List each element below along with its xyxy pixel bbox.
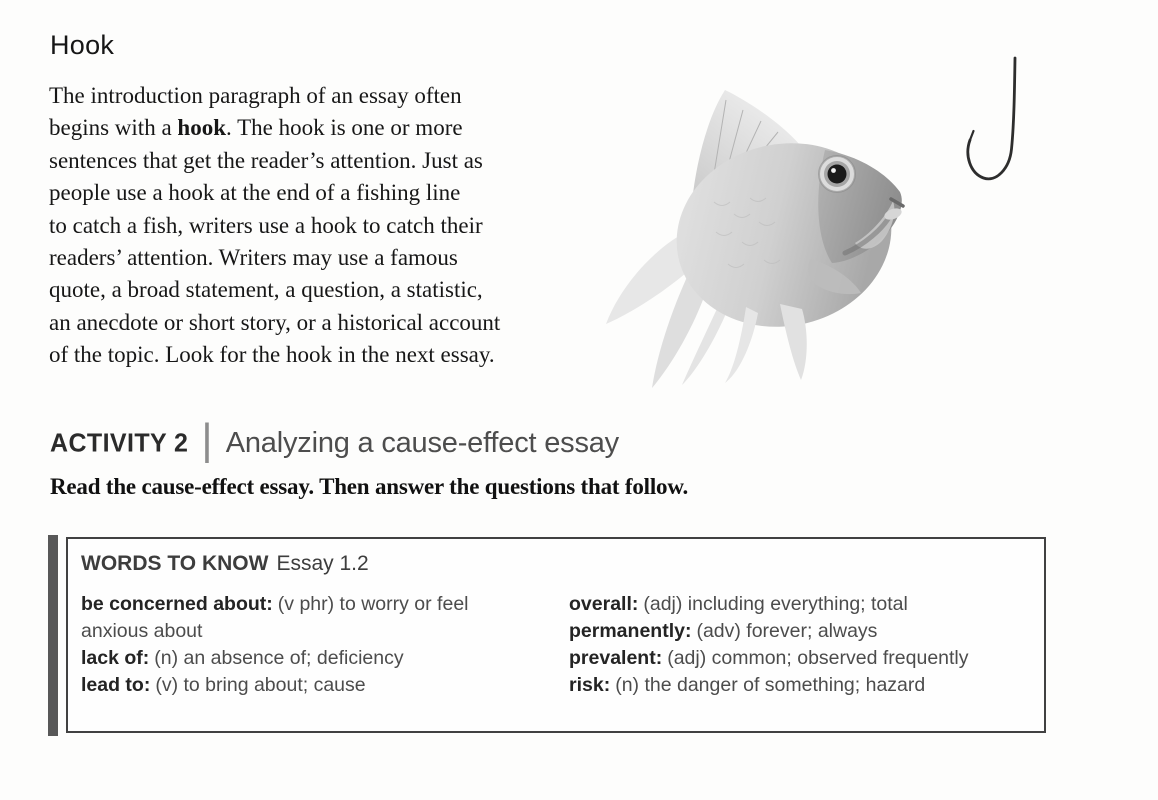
vocab-term: permanently: <box>569 620 692 642</box>
vocab-term: lead to: <box>81 674 151 696</box>
vocab-column-left <box>81 591 569 699</box>
vocab-definition: (n) the danger of something; hazard <box>615 674 926 696</box>
vocab-definition: (adv) forever; always <box>696 620 878 642</box>
intro-line: people use a hook at the end of a fishing line <box>49 180 461 206</box>
intro-line: an anecdote or short story, or a historical account <box>49 309 501 335</box>
intro-paragraph <box>49 80 500 372</box>
activity-directions: Read the cause-effect essay. Then answer the questions that follow. <box>50 474 689 499</box>
fishing-hook-image <box>954 54 1030 190</box>
section-heading: Hook <box>50 30 115 60</box>
vocab-column-right <box>569 591 1028 699</box>
intro-line: The introduction paragraph of an essay often <box>49 83 462 108</box>
bold-keyword: hook <box>177 115 226 141</box>
activity-heading <box>50 415 619 465</box>
vocab-entry <box>569 618 1028 645</box>
intro-line: quote, a broad statement, a question, a statistic, <box>49 277 483 303</box>
vocab-definition: (v phr) to worry or feel anxious about <box>81 593 469 642</box>
intro-line: of the topic. Look for the hook in the next essay. <box>49 342 495 368</box>
intro-line: sentences that get the reader’s attention. Just as <box>49 147 483 173</box>
intro-line: to catch a fish, writers use a hook to catch their <box>49 212 483 238</box>
vocab-entry <box>81 591 536 645</box>
intro-line <box>49 112 500 144</box>
goldfish-illustration <box>594 82 916 398</box>
goldfish-photo <box>594 82 916 398</box>
vocab-entry <box>569 591 1028 618</box>
vocab-definition: (adj) common; observed frequently <box>667 647 969 669</box>
words-to-know-title-bold: WORDS TO KNOW <box>81 552 269 575</box>
vocab-columns <box>81 591 1028 699</box>
intro-line: readers’ attention. Writers may use a famous <box>49 245 458 271</box>
vocab-term: risk: <box>569 674 611 696</box>
vocab-term: be concerned about: <box>81 593 273 615</box>
vocab-definition: (n) an absence of; deficiency <box>154 647 404 669</box>
words-to-know-essay-label: Essay 1.2 <box>276 552 369 575</box>
vocab-definition: (v) to bring about; cause <box>155 674 366 696</box>
intro-line-text: begins with a <box>49 115 178 141</box>
words-to-know-box <box>66 537 1046 733</box>
vocab-entry <box>569 672 1028 699</box>
vocab-term: prevalent: <box>569 647 663 669</box>
vocab-term: lack of: <box>81 647 150 669</box>
vocab-entry <box>569 645 1028 672</box>
words-to-know-accent-bar <box>48 535 58 736</box>
vocab-entry <box>81 672 536 699</box>
fishhook-icon <box>954 54 1030 190</box>
vocab-term: overall: <box>569 593 639 615</box>
vocab-entry <box>81 645 536 672</box>
activity-title: Analyzing a cause-effect essay <box>225 426 619 459</box>
activity-label: ACTIVITY 2 <box>50 427 189 458</box>
activity-separator: | <box>201 415 213 464</box>
intro-line-text: . The hook is one or more <box>226 115 463 141</box>
words-to-know-title <box>81 552 1028 576</box>
vocab-definition: (adj) including everything; total <box>643 593 908 615</box>
